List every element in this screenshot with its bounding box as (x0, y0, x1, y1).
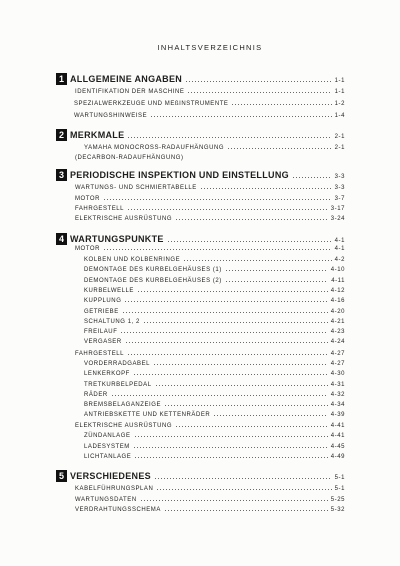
entry-label: WARTUNGSDATEN (75, 496, 137, 503)
toc-entry (75, 485, 345, 494)
toc-entry (75, 205, 345, 214)
dot-leader (165, 405, 328, 406)
page-number: 1-1 (334, 77, 345, 84)
section-heading (56, 73, 345, 86)
toc-entry-note (75, 154, 345, 163)
dot-leader (151, 116, 332, 117)
page-number: 4-24 (330, 338, 345, 345)
dot-leader (123, 312, 328, 313)
entry-label: WARTUNGS- UND SCHMIERTABELLE (75, 184, 197, 191)
section-title: ALLGEMEINE ANGABEN (70, 73, 183, 84)
dot-leader (226, 281, 328, 282)
toc-group (75, 422, 345, 431)
page-number: 3-24 (330, 215, 345, 222)
toc-entry (84, 370, 345, 379)
page-number: 4-11 (331, 277, 345, 284)
dot-leader (201, 188, 332, 189)
entry-label: FREILAUF (84, 328, 118, 335)
page-number: 5-1 (334, 474, 345, 481)
dot-leader (168, 241, 332, 242)
section-title: PERIODISCHE INSPEKTION UND EINSTELLUNG (70, 169, 289, 180)
entry-label: BREMSBELAGANZEIGE (84, 401, 162, 408)
toc-entry (74, 100, 345, 109)
entry-note: (DECARBON-RADAUFHÄNGUNG) (75, 154, 184, 161)
dot-leader (128, 137, 331, 138)
entry-label: VORDERRADGABEL (84, 360, 151, 367)
toc-entry (84, 401, 345, 410)
toc-entry (75, 496, 345, 505)
toc-group (75, 350, 345, 359)
entry-label: RÄDER (84, 391, 108, 398)
entry-label: IDENTIFIKATION DER MASCHINE (75, 88, 185, 95)
dot-leader (186, 81, 332, 82)
section-heading (56, 129, 345, 142)
dot-leader (104, 199, 332, 200)
page-number: 5-32 (330, 506, 345, 513)
dot-leader (112, 395, 328, 396)
toc-entry (84, 338, 345, 347)
dot-leader (134, 447, 328, 448)
page-number: 4-16 (330, 297, 345, 304)
toc-entry (84, 277, 345, 286)
page-number: 3-7 (334, 195, 345, 202)
toc-entry (84, 411, 345, 420)
page-number: 1-1 (334, 88, 345, 95)
toc-entry (75, 215, 345, 224)
entry-label: ANTRIEBSKETTE UND KETTENRÄDER (84, 411, 211, 418)
page-title: INHALTSVERZEICHNIS (157, 43, 263, 52)
page-number: 4-27 (330, 360, 345, 367)
page-number: 1-4 (334, 112, 345, 119)
page-number: 4-12 (330, 287, 345, 294)
dot-leader (214, 415, 327, 416)
toc-entry (84, 432, 345, 441)
entry-label: KABELFÜHRUNGSPLAN (75, 485, 154, 492)
dot-leader (125, 301, 327, 302)
page-number: 4-32 (330, 391, 345, 398)
page-number: 4-41 (330, 432, 345, 439)
entry-label: MOTOR (75, 245, 100, 252)
page-number: 2-1 (334, 144, 345, 151)
page-number: 3-17 (330, 205, 345, 212)
dot-leader (138, 291, 328, 292)
entry-label: KOLBEN UND KOLBENRINGE (84, 256, 181, 263)
entry-label: LADESYSTEM (84, 443, 130, 450)
entry-label: VERGASER (84, 338, 122, 345)
section-number-badge: 1 (56, 73, 67, 85)
dot-leader (157, 489, 331, 490)
dot-leader (176, 219, 328, 220)
page-number: 2-1 (334, 133, 345, 140)
toc-entry (84, 318, 345, 327)
entry-label: ZÜNDANLAGE (84, 432, 131, 439)
toc-entry (84, 360, 345, 369)
dot-leader (188, 92, 331, 93)
page-number: 1-2 (334, 100, 345, 107)
dot-leader (176, 426, 328, 427)
dot-leader (128, 209, 328, 210)
entry-label: ELEKTRISCHE AUSRÜSTUNG (75, 422, 173, 429)
page-number: 3-3 (334, 173, 345, 180)
toc-group (75, 245, 345, 254)
toc-entry (84, 328, 345, 337)
entry-label: FAHRGESTELL (75, 350, 125, 357)
dot-leader (156, 385, 328, 386)
page-number: 3-3 (334, 184, 345, 191)
page-number: 4-23 (330, 328, 345, 335)
dot-leader (293, 177, 332, 178)
page-number: 4-10 (330, 266, 345, 273)
toc-entry (84, 256, 345, 265)
toc-entry (84, 453, 345, 462)
page-number: 4-20 (330, 308, 345, 315)
page-number: 4-39 (330, 411, 345, 418)
toc-entry (75, 506, 345, 515)
toc-entry (84, 308, 345, 317)
toc-entry (75, 184, 345, 193)
page-number: 4-34 (330, 401, 345, 408)
page-number: 4-30 (330, 370, 345, 377)
entry-label: LICHTANLAGE (84, 453, 132, 460)
dot-leader (126, 342, 328, 343)
dot-leader (135, 436, 328, 437)
toc-entry (84, 287, 345, 296)
section-number-badge: 5 (56, 470, 67, 482)
dot-leader (226, 270, 328, 271)
entry-label: KURBELWELLE (84, 287, 134, 294)
entry-label: ELEKTRISCHE AUSRÜSTUNG (75, 215, 173, 222)
entry-label: WARTUNGSHINWEISE (74, 112, 148, 119)
page-number: 5-25 (330, 496, 345, 503)
page-number: 4-1 (334, 237, 345, 244)
dot-leader (144, 322, 328, 323)
entry-label: LENKERKOPF (84, 370, 130, 377)
page-number: 4-31 (330, 381, 345, 388)
entry-label: SPEZIALWERKZEUGE UND MEßINSTRUMENTE (74, 100, 229, 107)
entry-label: MOTOR (75, 195, 100, 202)
section-number-badge: 3 (56, 169, 67, 181)
toc-entry (84, 443, 345, 452)
dot-leader (184, 260, 332, 261)
toc-entry (84, 381, 345, 390)
dot-leader (134, 374, 328, 375)
section-heading (56, 470, 345, 483)
toc-entry (75, 195, 345, 204)
section-heading (56, 169, 345, 182)
page-number: 4-41 (330, 422, 345, 429)
page-number: 4-1 (334, 245, 345, 252)
section-title: MERKMALE (70, 129, 125, 140)
section-number-badge: 4 (56, 233, 67, 245)
toc-entry (75, 88, 345, 97)
dot-leader (232, 104, 331, 105)
entry-label: DEMONTAGE DES KURBELGEHÄUSES (2) (84, 277, 222, 284)
toc-entry (84, 391, 345, 400)
page-number: 4-27 (330, 350, 345, 357)
toc-entry (84, 297, 345, 306)
dot-leader (135, 457, 327, 458)
entry-label: GETRIEBE (84, 308, 119, 315)
page-number: 4-49 (330, 453, 345, 460)
section-title: VERSCHIEDENES (70, 470, 151, 481)
dot-leader (121, 332, 327, 333)
section-number-badge: 2 (56, 129, 67, 141)
dot-leader (155, 478, 332, 479)
entry-label: TRETKURBELPEDAL (84, 381, 152, 388)
dot-leader (141, 500, 328, 501)
dot-leader (104, 249, 332, 250)
toc-entry (74, 112, 345, 121)
entry-label: FAHRGESTELL (75, 205, 125, 212)
entry-label: SCHALTUNG 1, 2 (84, 318, 140, 325)
dot-leader (165, 510, 328, 511)
page-number: 5-1 (334, 485, 345, 492)
entry-label: DEMONTAGE DES KURBELGEHÄUSES (1) (84, 266, 222, 273)
toc-entry (84, 144, 345, 153)
section-title: WARTUNGSPUNKTE (70, 233, 164, 244)
dot-leader (154, 364, 328, 365)
entry-label: KUPPLUNG (84, 297, 122, 304)
dot-leader (128, 354, 328, 355)
page-number: 4-21 (330, 318, 345, 325)
dot-leader (228, 148, 332, 149)
entry-label: YAMAHA MONOCROSS-RADAUFHÄNGUNG (84, 144, 225, 151)
page-number: 4-2 (334, 256, 345, 263)
page-number: 4-45 (330, 443, 345, 450)
toc-entry (84, 266, 345, 275)
entry-label: VERDRAHTUNGSSCHEMA (75, 506, 161, 513)
